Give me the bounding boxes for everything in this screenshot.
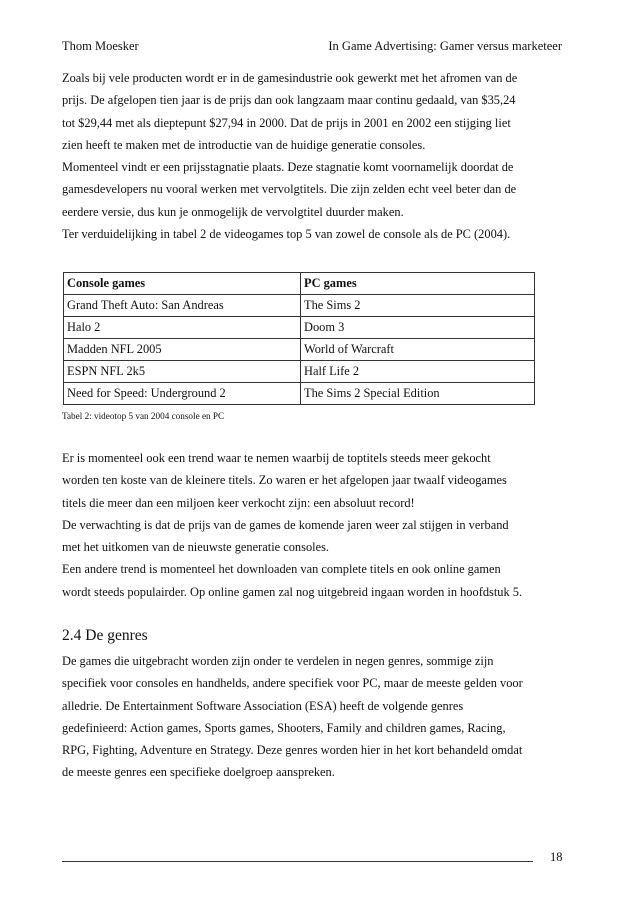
table-row [64,383,535,405]
intro-paragraph [62,67,562,245]
genres-paragraph [62,650,562,784]
videogames-table [63,272,535,405]
text-line: gedefinieerd: Action games, Sports games, Shooters, Family and children games, Racing, [62,720,506,735]
trend-paragraph [62,447,562,603]
section-heading: 2.4 De genres [62,627,148,644]
table-cell: Madden NFL 2005 [64,339,301,361]
table-row [64,317,535,339]
text-line: worden ten koste van de kleinere titels. Zo waren er het afgelopen jaar twaalf videogames [62,473,507,488]
table-cell: Need for Speed: Underground 2 [64,383,301,405]
table-row [64,339,535,361]
table-cell: World of Warcraft [301,339,535,361]
text-line: met het uitkomen van de nieuwste generatie consoles. [62,540,330,555]
column-header-pc: PC games [301,273,535,295]
text-line: prijs. De afgelopen tien jaar is de prijs dan ook langzaam maar continu gedaald, van $35,24 [62,93,516,108]
text-line: Een andere trend is momenteel het downloaden van complete titels en ook online gamen [62,562,501,577]
text-line: Ter verduidelijking in tabel 2 de videogames top 5 van zowel de console als de PC (2004). [62,227,511,242]
column-header-console: Console games [64,273,301,295]
page-header [62,39,562,55]
header-author: Thom Moesker [62,39,139,53]
footer-divider [62,861,533,862]
table-cell: Doom 3 [301,317,535,339]
text-line: De verwachting is dat de prijs van de games de komende jaren weer zal stijgen in verband [62,517,509,532]
table-cell: The Sims 2 [301,295,535,317]
text-line: Momenteel vindt er een prijsstagnatie plaats. Deze stagnatie komt voornamelijk doordat de [62,160,514,175]
table-caption: Tabel 2: videotop 5 van 2004 console en PC [62,411,225,421]
text-line: gamesdevelopers nu vooral werken met vervolgtitels. Die zijn zelden echt veel beter dan de [62,182,517,197]
text-line: Er is momenteel ook een trend waar te nemen waarbij de toptitels steeds meer gekocht [62,451,491,465]
text-line: zien heeft te maken met de introductie van de huidige generatie consoles. [62,137,426,152]
page-number: 18 [550,850,563,864]
table-header-row [64,273,535,295]
text-line: tot $29,44 met als dieptepunt $27,94 in 2000. Dat de prijs in 2001 en 2002 een stijging liet [62,115,511,130]
text-line: RPG, Fighting, Adventure en Strategy. Deze genres worden hier in het kort behandeld omdat [62,743,523,758]
text-line: specifiek voor consoles en handhelds, andere specifiek voor PC, maar de meeste gelden voor [62,676,523,691]
text-line: De games die uitgebracht worden zijn onder te verdelen in negen genres, sommige zijn [62,654,494,668]
table-cell: The Sims 2 Special Edition [301,383,535,405]
table-cell: Grand Theft Auto: San Andreas [64,295,301,317]
header-title: In Game Advertising: Gamer versus marketeer [328,39,562,53]
text-line: alledrie. De Entertainment Software Association (ESA) heeft de volgende genres [62,698,464,713]
table-cell: Halo 2 [64,317,301,339]
text-line: titels die meer dan een miljoen keer verkocht zijn: een absoluut record! [62,495,415,510]
text-line: eerdere versie, dus kun je onmogelijk de vervolgtitel duurder maken. [62,204,404,219]
table-row [64,361,535,383]
table-cell: ESPN NFL 2k5 [64,361,301,383]
text-line: wordt steeds populairder. Op online gamen zal nog uitgebreid ingaan worden in hoofdstuk 5. [62,584,523,599]
table-cell: Half Life 2 [301,361,535,383]
text-line: Zoals bij vele producten wordt er in de gamesindustrie ook gewerkt met het afromen van de [62,71,518,85]
table-row [64,295,535,317]
text-line: de meeste genres een specifieke doelgroep aanspreken. [62,765,335,780]
